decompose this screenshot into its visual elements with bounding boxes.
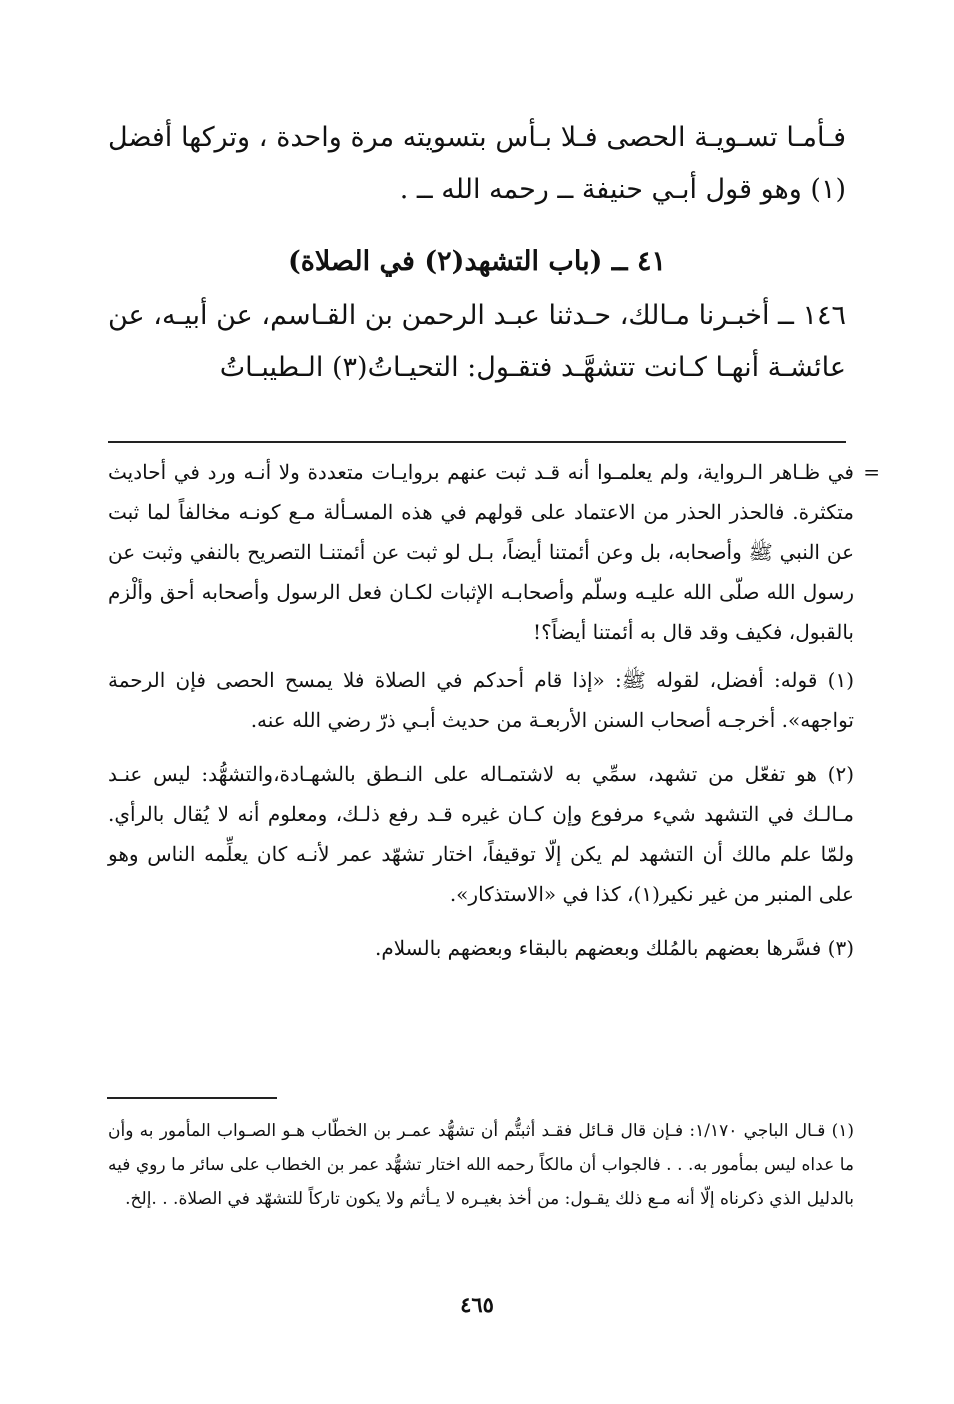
footnote-2: (٢) هو تفعّل من تشهد، سمِّي به لاشتمـاله على النـطق بالشهـادة،والتشهُّد: ليس عنـد مـالـك في التشهد شيء مرفوع وإن كـان غيره قـد رفع ذلـك، ومعلوم أنه لا يُقال بالرأي. ولمّا علم مالك أن التشهد لم يكن إلّا توقيفاً، اختار تشهّد عمر لأنـه كان يعلِّمه الناس وهو على المنبر من غير نكير(١)، كذا في «الاستذكار».	[108, 762, 854, 906]
sub-footnotes	[108, 1114, 854, 1216]
subnote-divider	[107, 1097, 277, 1099]
footnote-continuation	[108, 452, 880, 652]
continuation-marker: =	[863, 460, 880, 484]
footnote-3: (٣) فسَّرها بعضهم بالمُلك وبعضهم بالبقاء وبعضهم بالسلام.	[375, 936, 854, 960]
footnote-continuation-text: في ظـاهر الـرواية، ولم يعلمـوا أنه قـد ثبت عنهم بروايـات متعددة ولا أنـه ورد في أحاديث متكثرة. فالحذر الحذر من الاعتماد على قولهم في هذه المسـألة مـع كونـه مخالفاً لما ثبت عن النبي ﷺ وأصحابه، بل وعن أئمتنا أيضاً، بـل لو ثبت عن أئمتنـا التصريح بالنفي وثبت عن رسول الله صلّى الله عليـه وسلّم وأصحابـه الإثبات لكـان فعل الرسول وأصحابه أحق وألْزم بالقبول، فكيف وقد قال به أئمتنا أيضاً؟!	[108, 460, 854, 644]
main-paragraph-1: فـأمـا تسـويـة الحصى فـلا بـأس بتسويته مرة واحدة ، وتركها أفضل (١) وهو قول أبـي حنيفة ــ رحمه الله ــ .	[108, 122, 846, 205]
footnote-divider	[108, 441, 846, 443]
footnote-1: (١) قوله: أفضل، لقوله ﷺ: «إذا قام أحدكم في الصلاة فلا يمسح الحصى فإن الرحمة تواجهه». أخرجـه أصحاب السنن الأربعـة من حديث أبـي ذرّ رضي الله عنه.	[108, 668, 854, 732]
footnotes	[108, 452, 880, 968]
main-text	[108, 112, 846, 394]
sub-footnote-1: (١) قـال الباجي ١/١٧٠: فـإن قال قـائل فقـد أثبتُّم أن تشهُّد عمـر بن الخطّاب هـو الصـواب المأمور به وأن ما عداه ليس بمأمور به. . . فالجواب أن مالكاً رحمه الله اختار تشهُّد عمر بن الخطاب على سائر ما روي فيه بالدليل الذي ذكرناه إلّا أنه مـع ذلك يقـول: من أخذ بغيـره لا يـأثم ولا يكون تاركاً للتشهّد في الصلاة. . .إلخ.	[108, 1121, 854, 1209]
main-paragraph-2: ١٤٦ ــ أخبـرنا مـالك، حـدثنا عبـد الرحمن بن القـاسم، عن أبيـه، عن عائشـة أنهـا كـانت تتشهَّـد فتقـول: التحيـاتُ(٣) الـطيبـاتُ	[108, 300, 846, 383]
chapter-heading: ٤١ ــ (باب التشهد(٢) في الصلاة)	[287, 246, 666, 277]
page-number: ٤٦٥	[460, 1292, 494, 1317]
